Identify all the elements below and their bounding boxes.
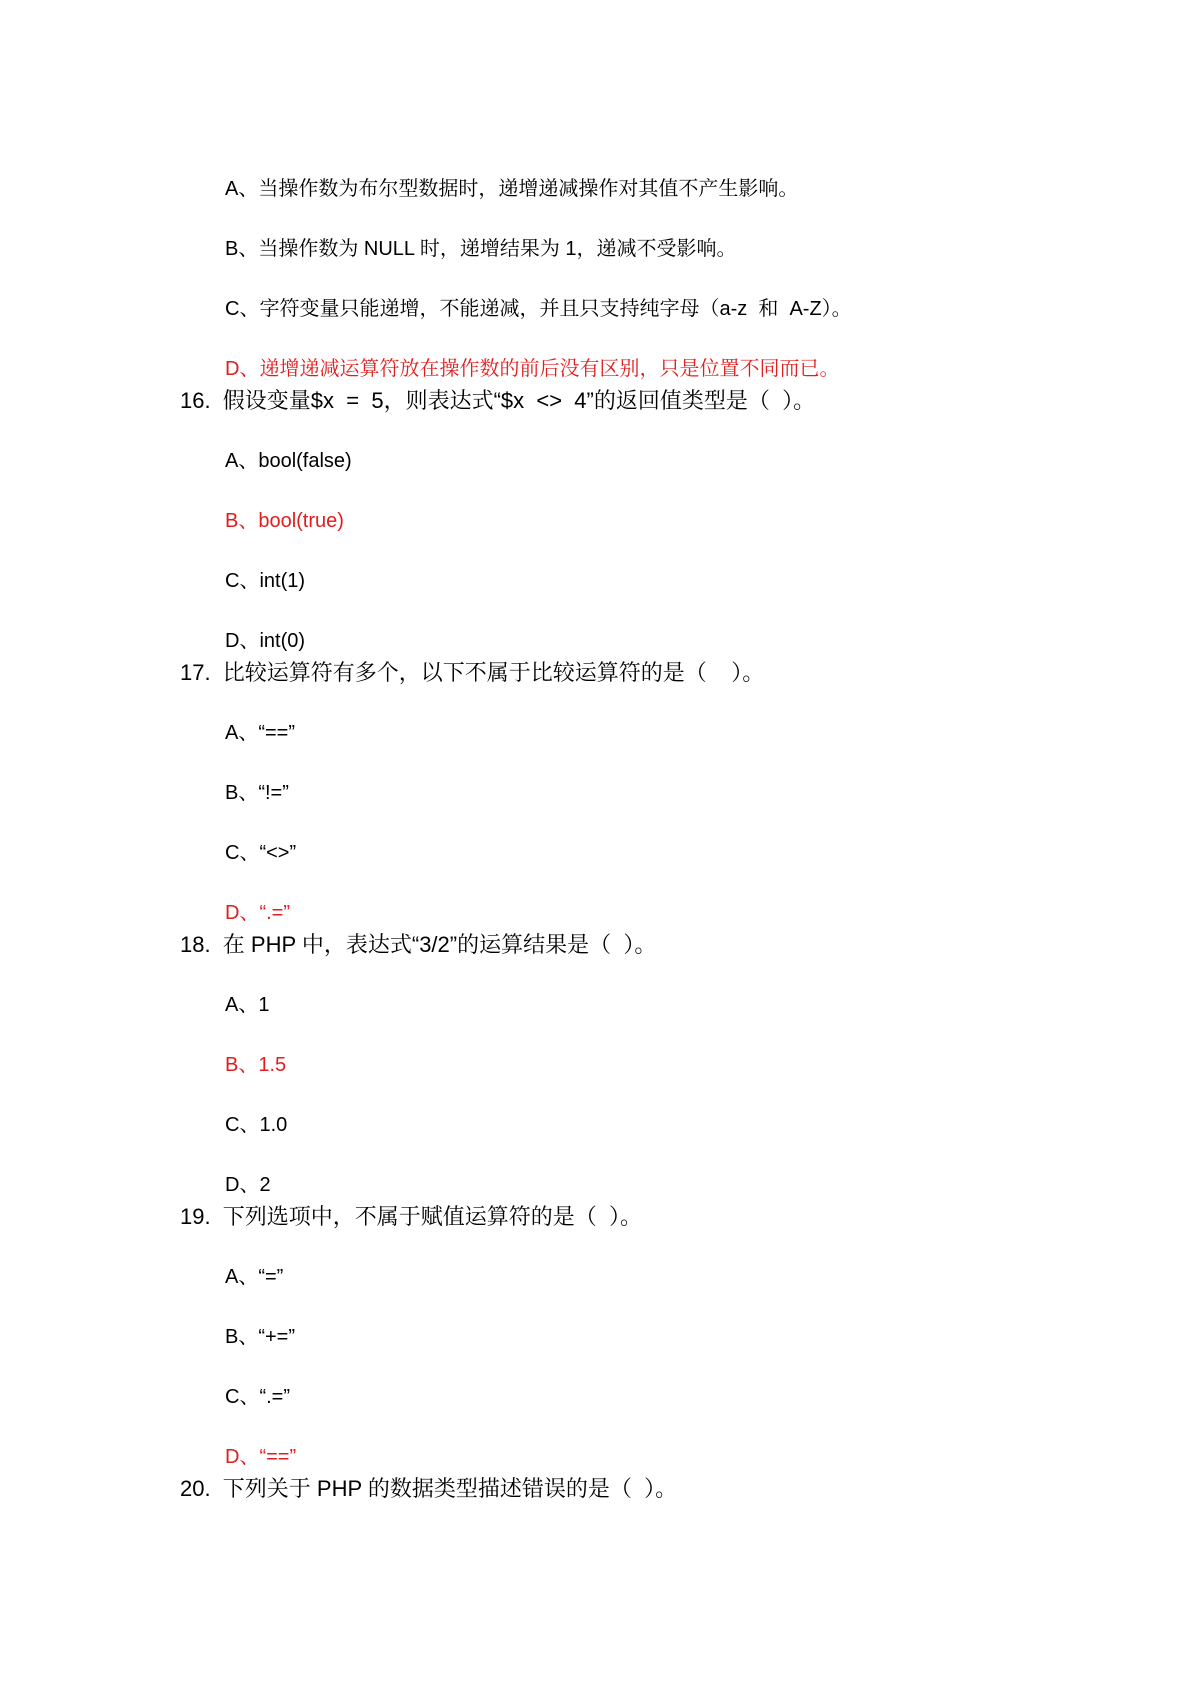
q15-option-d-answer: D、递增递减运算符放在操作数的前后没有区别，只是位置不同而已。 [225,358,840,380]
q17-question: 17. 比较运算符有多个，以下不属于比较运算符的是（ ）。 [180,660,765,685]
q18-option-c: C、1.0 [225,1114,288,1136]
q16-option-c: C、int(1) [225,570,306,592]
q19-option-c: C、“.=” [225,1386,290,1408]
q17-option-d-answer: D、“.=” [225,902,290,924]
q19-option-a: A、“=” [225,1266,284,1288]
q19-question: 19. 下列选项中，不属于赋值运算符的是（ ）。 [180,1204,643,1229]
q15-option-c: C、字符变量只能递增，不能递减，并且只支持纯字母（a-z 和 A-Z）。 [225,298,852,320]
q19-option-d-answer: D、“==” [225,1446,297,1468]
q17-option-c: C、“<>” [225,842,297,864]
q18-option-b-answer: B、1.5 [225,1054,287,1076]
q15-option-a: A、当操作数为布尔型数据时，递增递减操作对其值不产生影响。 [225,178,799,200]
q17-option-b: B、“!=” [225,782,289,804]
q18-question: 18. 在 PHP 中，表达式“3/2”的运算结果是（ ）。 [180,932,657,957]
q19-option-b: B、“+=” [225,1326,296,1348]
q18-option-a: A、1 [225,994,270,1016]
q17-option-a: A、“==” [225,722,296,744]
q18-option-d: D、2 [225,1174,271,1196]
q15-option-b: B、当操作数为 NULL 时，递增结果为 1，递减不受影响。 [225,238,737,260]
q20-question: 20. 下列关于 PHP 的数据类型描述错误的是（ ）。 [180,1476,678,1501]
q16-option-b-answer: B、bool(true) [225,510,344,532]
q16-option-d: D、int(0) [225,630,306,652]
q16-question: 16. 假设变量$x = 5，则表达式“$x <> 4”的返回值类型是（ ）。 [180,388,816,413]
q16-option-a: A、bool(false) [225,450,352,472]
